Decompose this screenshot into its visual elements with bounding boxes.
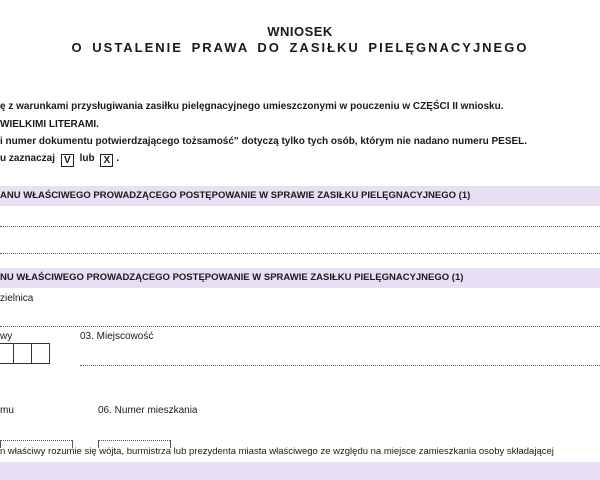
city-label: 03. Miejscowość bbox=[80, 331, 154, 342]
dzielnica-label: zielnica bbox=[0, 293, 34, 304]
instruction-line-1 bbox=[0, 101, 503, 112]
bottom-band bbox=[0, 462, 600, 480]
section-2-header: NU WŁAŚCIWEGO PROWADZĄCEGO POSTĘPOWANIE W SPRAWIE ZASIŁKU PIELĘGNACYJNEGO (1) bbox=[0, 268, 600, 288]
instruction-text: ę z warunkami przysługiwania zasiłku pielęgnacyjnego umieszczonymi w pouczeniu w bbox=[0, 101, 413, 112]
section-1-header: ANU WŁAŚCIWEGO PROWADZĄCEGO POSTĘPOWANIE W SPRAWIE ZASIŁKU PIELĘGNACYJNEGO (1) bbox=[0, 186, 600, 206]
apartment-number-label: 06. Numer mieszkania bbox=[98, 405, 198, 416]
form-subtitle: O USTALENIE PRAWA DO ZASIŁKU PIELĘGNACYJNEGO bbox=[71, 40, 529, 55]
dzielnica-input[interactable] bbox=[0, 326, 600, 327]
postal-code-cell[interactable] bbox=[31, 343, 50, 364]
check-mark-example: V bbox=[61, 154, 74, 167]
instruction-emphasis: CZĘŚCI II bbox=[412, 101, 458, 112]
footnote-text: n właściwy rozumie się wójta, burmistrza lub prezydenta miasta właściwego ze względu na miejsce zamieszkania osoby składającej bbox=[0, 446, 554, 457]
instruction-line-2: WIELKIMI LITERAMI. bbox=[0, 119, 99, 130]
section-1-input-line[interactable] bbox=[0, 253, 600, 254]
city-input[interactable] bbox=[80, 365, 600, 366]
postal-code-label: wy bbox=[0, 331, 13, 342]
apartment-number-input[interactable] bbox=[98, 440, 170, 441]
instruction-text: u zaznaczaj bbox=[0, 153, 56, 164]
instruction-text: . bbox=[116, 153, 120, 164]
section-1-input-line[interactable] bbox=[0, 226, 600, 227]
form-title: WNIOSEK bbox=[267, 24, 333, 39]
instruction-text: wniosku. bbox=[457, 101, 504, 112]
instruction-line-4 bbox=[0, 153, 119, 167]
instruction-emphasis: PESEL bbox=[491, 136, 525, 147]
instruction-text: lub bbox=[79, 153, 95, 164]
postal-code-cell[interactable] bbox=[13, 343, 32, 364]
house-number-label: mu bbox=[0, 405, 14, 416]
house-number-input[interactable] bbox=[0, 440, 72, 441]
instruction-text: i numer dokumentu potwierdzającego tożsamość" dotyczą tylko tych osób, którym nie nadano numeru bbox=[0, 136, 492, 147]
postal-code-cell[interactable] bbox=[0, 343, 14, 364]
instruction-line-3 bbox=[0, 136, 527, 147]
instruction-text: . bbox=[524, 136, 528, 147]
cross-mark-example: X bbox=[100, 154, 113, 167]
